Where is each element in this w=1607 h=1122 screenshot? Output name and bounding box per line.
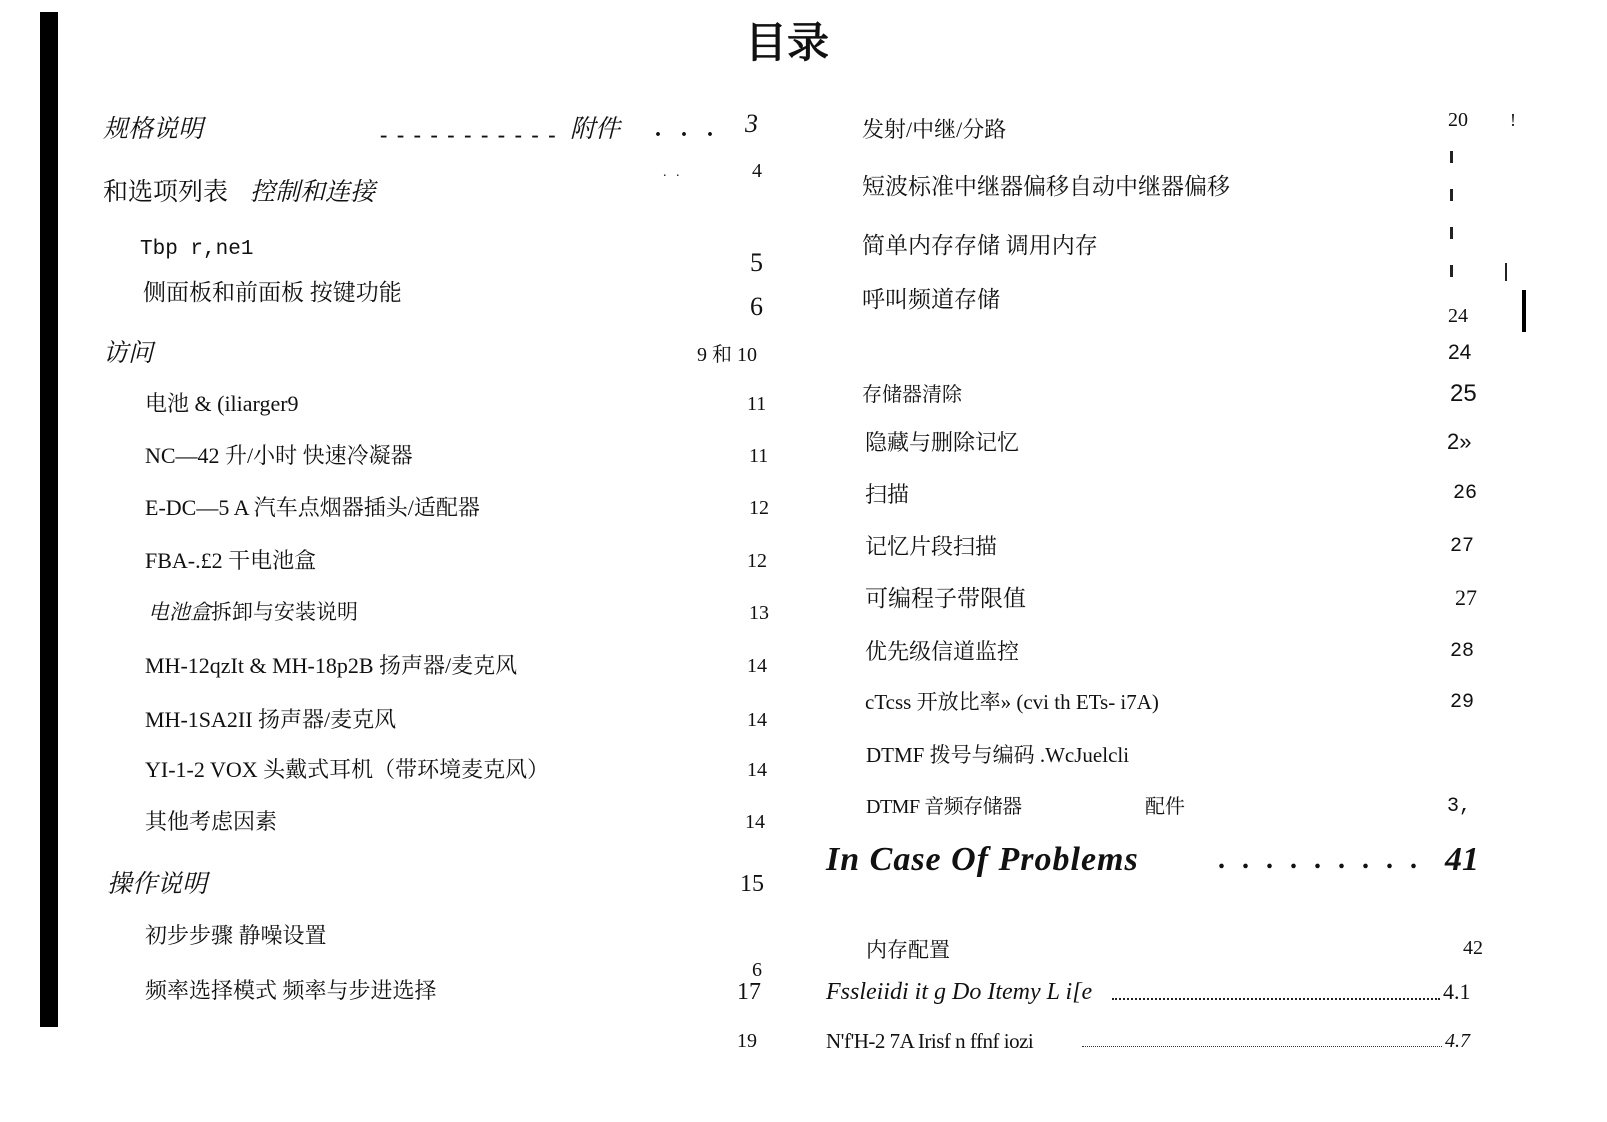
toc-entry: 频率选择模式 频率与步进选择 xyxy=(145,978,437,1003)
toc-dot-leader: . . . . . . . . . xyxy=(1218,844,1422,875)
toc-page-number: 13 xyxy=(749,602,769,624)
toc-entry-side-panel: 侧面板和前面板 按键功能 xyxy=(143,280,402,305)
toc-page-number: 14 xyxy=(747,759,767,781)
toc-page-number: 17 xyxy=(737,979,761,1005)
toc-entry xyxy=(148,602,358,623)
toc-page-number: 25 xyxy=(1450,380,1477,407)
toc-heading-access: 访问 xyxy=(103,340,154,367)
toc-dotted-leader xyxy=(1112,998,1440,1000)
toc-page-number: 2» xyxy=(1447,429,1472,454)
toc-entry: 电池 & (iliarger9 xyxy=(145,391,299,416)
toc-page-number: 19 xyxy=(737,1030,757,1052)
toc-entry-text: 拆卸与安装说明 xyxy=(211,600,358,624)
toc-page-number: 14 xyxy=(747,655,767,677)
toc-entry: 存储器清除 xyxy=(862,384,962,406)
toc-page-number: 24 xyxy=(1448,305,1468,327)
toc-page-number: 14 xyxy=(745,811,765,833)
toc-entry: DTMF 音频存储器 xyxy=(866,796,1022,818)
toc-page-number: 26 xyxy=(1453,482,1478,505)
toc-entry: 其他考虑因素 xyxy=(145,809,278,834)
toc-page-number: 11 xyxy=(747,393,767,415)
toc-entry-italic-part: 电池盒 xyxy=(148,600,211,624)
toc-entry: E-DC—5 A 汽车点烟器插头/适配器 xyxy=(145,495,480,520)
toc-entry: 扫描 xyxy=(865,482,910,507)
toc-entry: 优先级信道监控 xyxy=(865,639,1020,664)
scan-artifact xyxy=(1450,189,1453,201)
toc-entry: 隐藏与删除记忆 xyxy=(865,430,1020,455)
toc-entry: 呼叫频道存储 xyxy=(862,287,1000,312)
toc-entry: FBA-.£2 干电池盒 xyxy=(145,548,317,573)
page-title: 目录 xyxy=(745,18,830,67)
toc-page-number: 12 xyxy=(749,497,769,519)
toc-page-number: 12 xyxy=(747,550,767,572)
toc-entry: MH-1SA2II 扬声器/麦克风 xyxy=(145,707,397,732)
toc-entry: 可编程子带限值 xyxy=(865,586,1026,611)
scan-artifact xyxy=(1505,263,1507,281)
toc-heading-controls: 控制和连接 xyxy=(250,179,376,206)
scan-artifact xyxy=(1450,227,1453,239)
toc-entry: 内存配置 xyxy=(866,938,950,962)
toc-page-number: 11 xyxy=(749,445,769,467)
toc-entry-tbp: Tbp r,ne1 xyxy=(140,238,254,261)
toc-page-number: 27 xyxy=(1455,585,1477,610)
toc-page-number: 4.7 xyxy=(1445,1030,1470,1052)
toc-entry: 短波标准中继器偏移自动中继器偏移 xyxy=(862,174,1230,199)
toc-entry: cTcss 开放比率» (cvi th ETs- i7A) xyxy=(865,690,1159,714)
toc-page-number: 3 xyxy=(745,109,758,138)
toc-page-number: 41 xyxy=(1445,841,1479,878)
toc-heading-problems: In Case Of Problems xyxy=(826,841,1139,878)
toc-page-number: 4.1 xyxy=(1443,979,1471,1004)
scan-artifact xyxy=(1450,151,1453,163)
toc-dot-leader: . . xyxy=(663,165,683,180)
toc-page-number: 24 xyxy=(1448,341,1472,364)
scan-mark-text: ! xyxy=(1510,110,1516,130)
toc-page-number: 28 xyxy=(1450,640,1475,663)
toc-entry-options-list: 和选项列表 xyxy=(103,179,229,206)
toc-entry: 记忆片段扫描 xyxy=(865,534,998,559)
toc-page-number: 29 xyxy=(1450,691,1475,714)
toc-page-number: 14 xyxy=(747,709,767,731)
toc-entry: N'f'H-2 7A Irisf n ffnf iozi xyxy=(826,1029,1034,1053)
toc-dotted-leader xyxy=(1082,1046,1442,1047)
toc-entry: YI-1-2 VOX 头戴式耳机（带环境麦克风） xyxy=(145,757,550,782)
toc-page-number: 42 xyxy=(1463,937,1483,959)
toc-page-number: 20 xyxy=(1448,109,1468,131)
toc-entry: 初步步骤 静噪设置 xyxy=(145,923,327,948)
toc-page-number: 6 xyxy=(750,292,763,321)
toc-entry: DTMF 拨号与编码 .WcJuelcli xyxy=(866,743,1130,767)
toc-entry: Fssleiidi it g Do Itemy L i[e xyxy=(826,979,1093,1005)
toc-heading-accessories: 附件 xyxy=(570,116,621,143)
toc-page-number: 15 xyxy=(740,871,764,897)
toc-heading-operation: 操作说明 xyxy=(107,871,208,898)
toc-entry: NC—42 升/小时 快速冷凝器 xyxy=(145,443,413,468)
toc-page-number: 27 xyxy=(1450,535,1475,558)
toc-heading-specs: 规格说明 xyxy=(103,116,204,143)
toc-entry: 发射/中继/分路 xyxy=(862,117,1007,142)
toc-entry: 简单内存存储 调用内存 xyxy=(862,233,1098,258)
toc-dot-leader: . . . xyxy=(655,116,720,142)
page-binding-bar xyxy=(40,12,58,1027)
toc-entry-sub: 配件 xyxy=(1145,796,1185,818)
toc-page-number: 3, xyxy=(1447,795,1472,818)
toc-page-number: 5 xyxy=(750,248,763,277)
toc-page-number: 9 和 10 xyxy=(697,344,757,366)
scan-artifact xyxy=(1450,265,1453,277)
scan-artifact xyxy=(1522,290,1526,332)
toc-page-number: 4 xyxy=(752,160,762,182)
toc-dash-leader: - - - - - - - - - - - xyxy=(380,122,558,147)
toc-page-number: 6 xyxy=(752,959,762,981)
toc-entry: MH-12qzIt & MH-18p2B 扬声器/麦克风 xyxy=(145,653,518,678)
